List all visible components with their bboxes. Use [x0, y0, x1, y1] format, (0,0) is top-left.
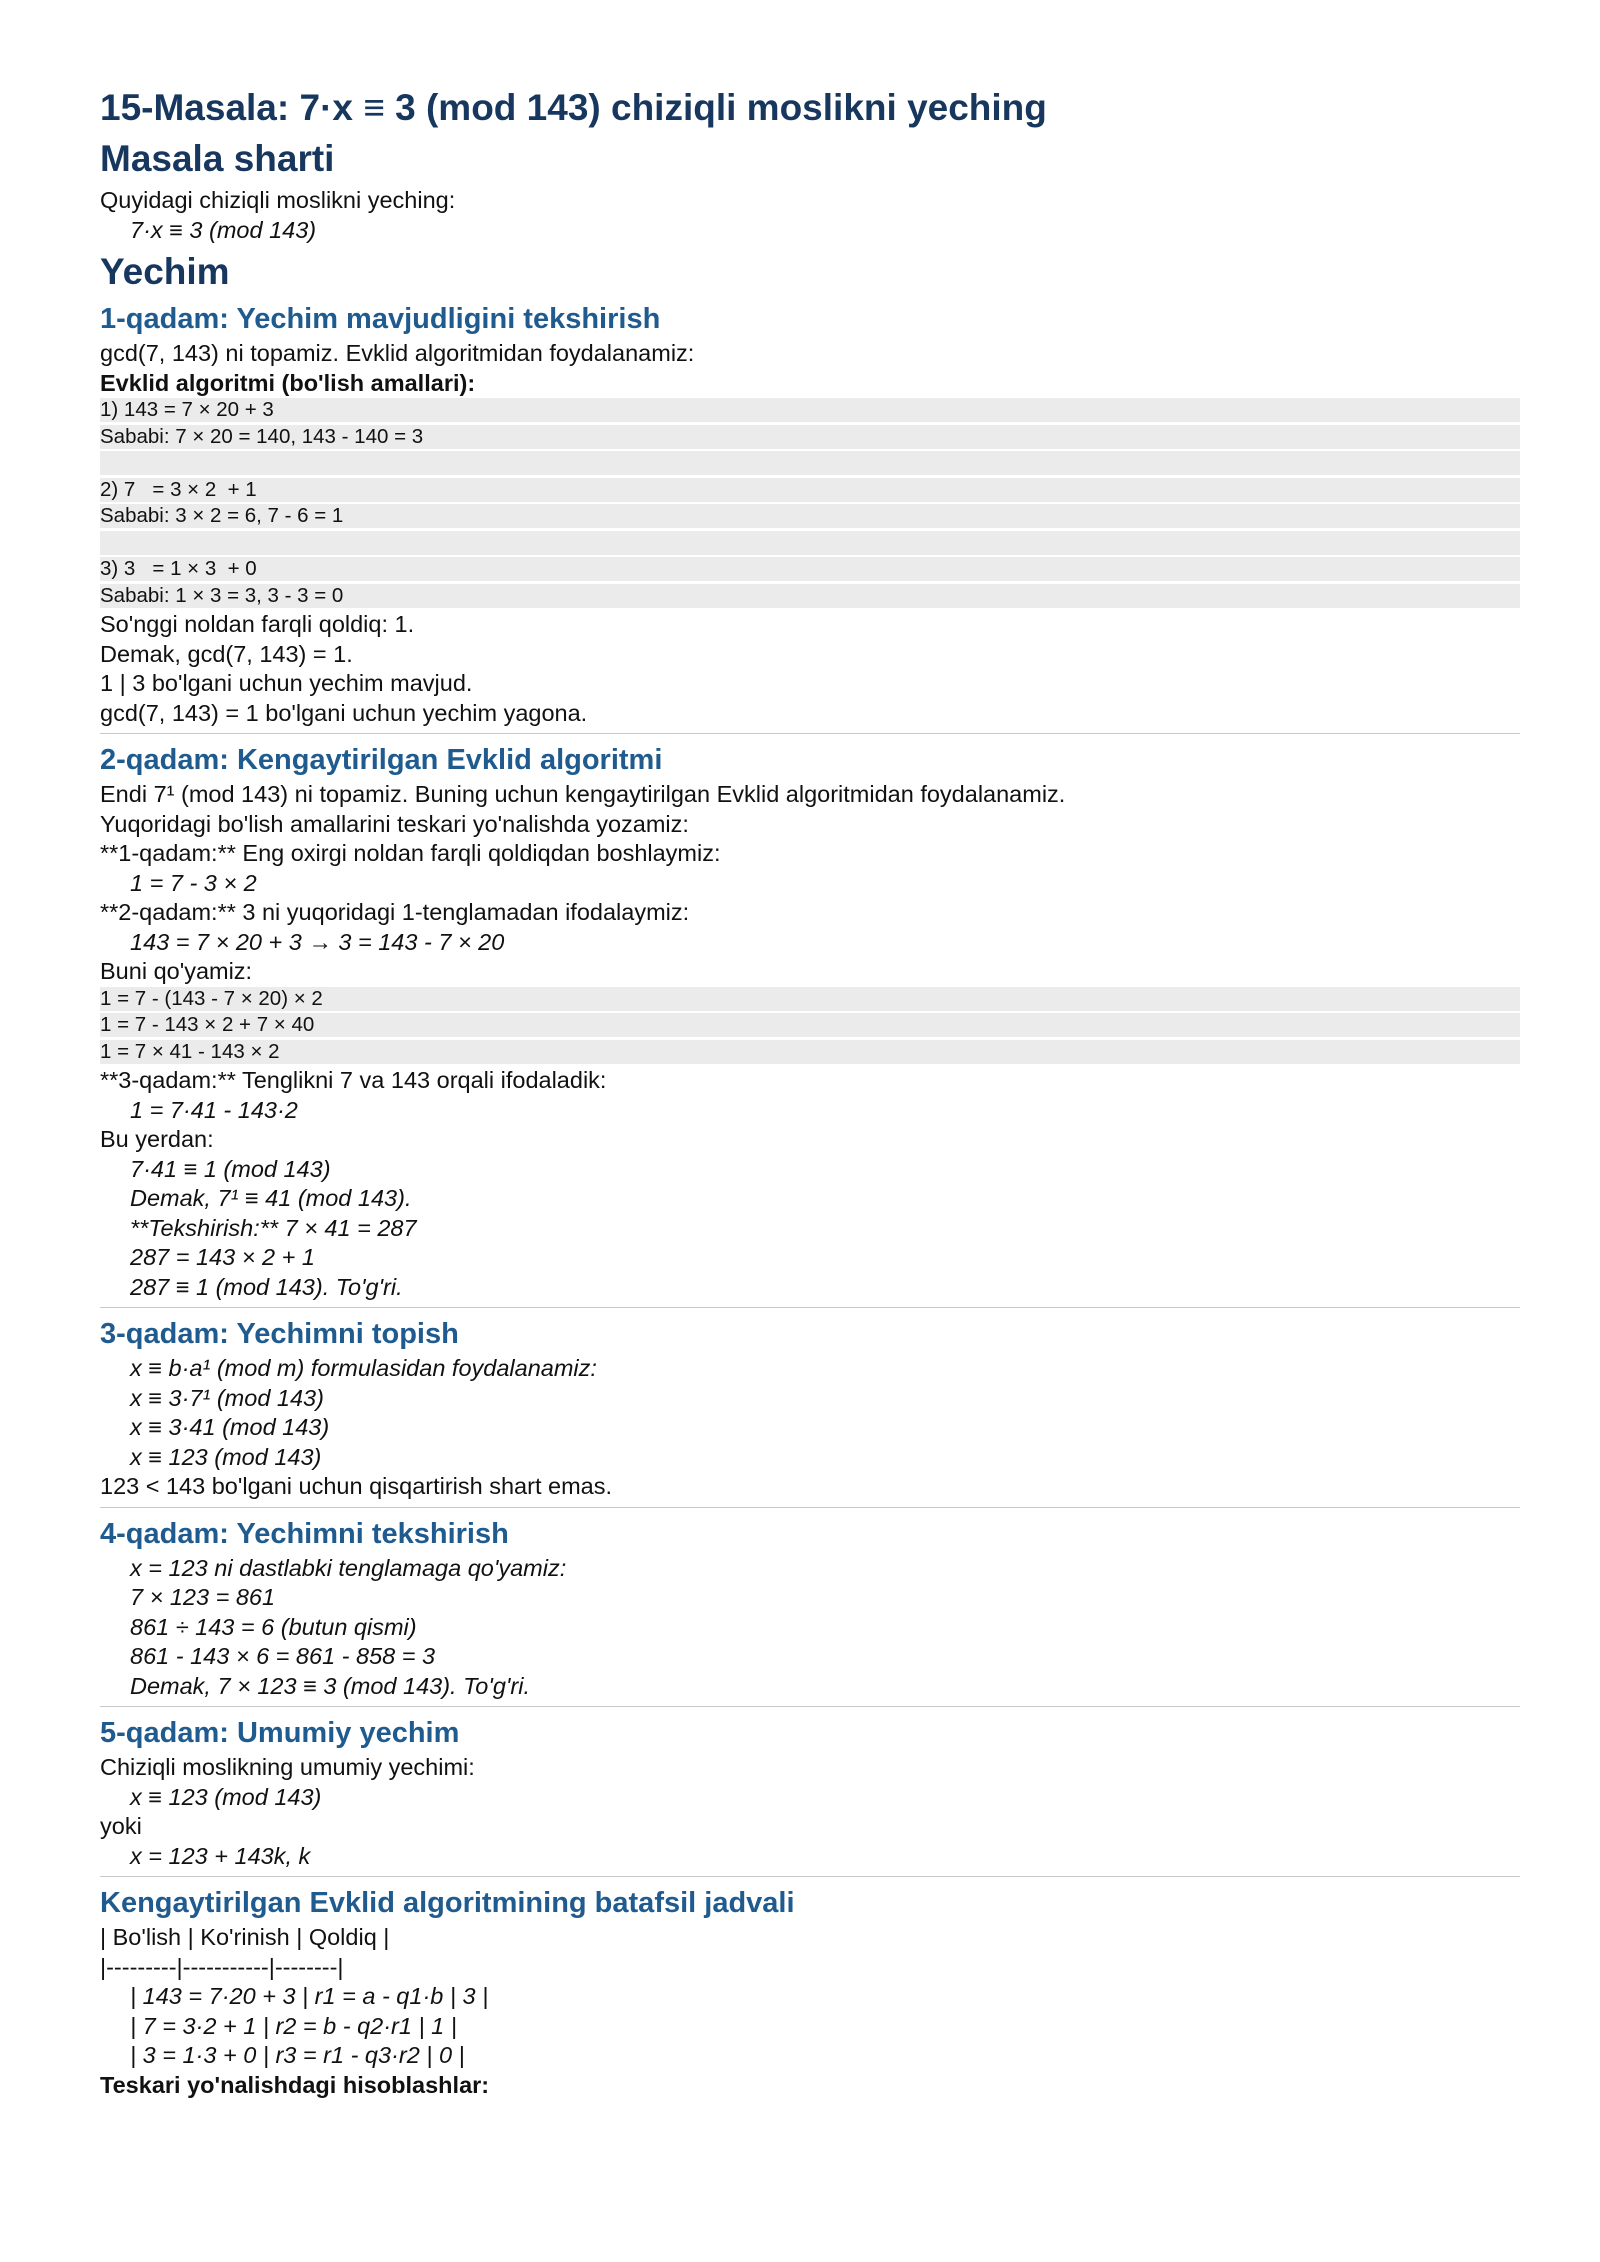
step5-yoki: yoki [100, 1813, 142, 1839]
step4-line: 861 ÷ 143 = 6 (butun qismi) [130, 1613, 417, 1640]
step4-heading: 4-qadam: Yechimni tekshirish [100, 1517, 509, 1550]
step2-sub1: **1-qadam:** Eng oxirgi noldan farqli qoldiqdan boshlaymiz: [100, 840, 721, 866]
code-line: 1 = 7 - 143 × 2 + 7 × 40 [100, 1013, 1520, 1037]
step4-line: x = 123 ni dastlabki tenglamaga qo'yamiz: [130, 1554, 567, 1581]
step2-section [100, 733, 1520, 1302]
step4-line: 861 - 143 × 6 = 861 - 858 = 3 [130, 1643, 436, 1669]
substitution-code-block [100, 987, 1520, 1064]
step2-result: 287 ≡ 1 (mod 143). To'g'ri. [130, 1273, 403, 1300]
step2-bu-yerdan: Bu yerdan: [100, 1126, 214, 1152]
step5-eq1: x ≡ 123 (mod 143) [130, 1783, 322, 1810]
step2-sub2-eq: 143 = 7 × 20 + 3 → 3 = 143 - 7 × 20 [130, 928, 505, 955]
step4-line: Demak, 7 × 123 ≡ 3 (mod 143). To'g'ri. [130, 1672, 530, 1699]
step1-section [100, 299, 1520, 728]
step4-section [100, 1507, 1520, 1702]
condition-intro: Quyidagi chiziqli moslikni yeching: [100, 187, 456, 213]
step2-sub2-after: Buni qo'yamiz: [100, 958, 253, 984]
problem-title: 15-Masala: 7·x ≡ 3 (mod 143) chiziqli moslikni yeching [100, 87, 1047, 128]
table-row: | 3 = 1·3 + 0 | r3 = r1 - q3·r2 | 0 | [130, 2042, 465, 2068]
condition-heading: Masala sharti [100, 138, 335, 179]
code-line: 1 = 7 × 41 - 143 × 2 [100, 1040, 1520, 1064]
condition-equation: 7·x ≡ 3 (mod 143) [130, 216, 317, 243]
step2-heading: 2-qadam: Kengaytirilgan Evklid algoritmi [100, 744, 663, 776]
code-line [100, 531, 1520, 555]
step3-line: x ≡ 3·41 (mod 143) [130, 1414, 330, 1440]
step3-section [100, 1307, 1520, 1502]
table-row: | 143 = 7·20 + 3 | r1 = a - q1·b | 3 | [130, 1983, 489, 2009]
table-section [100, 1876, 1520, 2100]
step5-eq2: x = 123 + 143k, k [130, 1842, 311, 1869]
step3-line: x ≡ 3·7¹ (mod 143) [130, 1384, 324, 1411]
step3-line: x ≡ 123 (mod 143) [130, 1443, 322, 1470]
code-line: Sababi: 7 × 20 = 140, 143 - 140 = 3 [100, 425, 1520, 449]
step2-sub2: **2-qadam:** 3 ni yuqoridagi 1-tenglamadan ifodalaymiz: [100, 899, 690, 925]
step2-text: Yuqoridagi bo'lish amallarini teskari yo'nalishda yozamiz: [100, 810, 689, 837]
step2-result: Demak, 7¹ ≡ 41 (mod 143). [130, 1185, 412, 1211]
step1-text: So'nggi noldan farqli qoldiq: 1. [100, 611, 415, 637]
step2-sub3-eq: 1 = 7·41 - 143·2 [130, 1096, 298, 1123]
table-separator: |---------|-----------|--------| [100, 1953, 344, 1980]
step1-heading: 1-qadam: Yechim mavjudligini tekshirish [100, 303, 661, 335]
step5-section [100, 1706, 1520, 1871]
step4-line: 7 × 123 = 861 [130, 1584, 276, 1610]
step2-sub1-eq: 1 = 7 - 3 × 2 [130, 869, 257, 896]
step5-heading: 5-qadam: Umumiy yechim [100, 1717, 460, 1749]
step1-text: 1 | 3 bo'lgani uchun yechim mavjud. [100, 670, 473, 696]
step2-result: 7·41 ≡ 1 (mod 143) [130, 1155, 331, 1182]
euclid-code-block [100, 398, 1520, 608]
code-line: 1 = 7 - (143 - 7 × 20) × 2 [100, 987, 1520, 1011]
solution-heading: Yechim [100, 251, 230, 292]
document-page [100, 84, 1520, 2100]
step3-line: x ≡ b·a¹ (mod m) formulasidan foydalanamiz: [130, 1355, 597, 1381]
step2-result: 287 = 143 × 2 + 1 [130, 1244, 315, 1270]
step2-text: Endi 7¹ (mod 143) ni topamiz. Buning uchun kengaytirilgan Evklid algoritmidan foydalanamiz. [100, 781, 1066, 807]
step5-line: Chiziqli moslikning umumiy yechimi: [100, 1754, 475, 1780]
code-line: 1) 143 = 7 × 20 + 3 [100, 398, 1520, 422]
step3-heading: 3-qadam: Yechimni topish [100, 1318, 459, 1350]
code-line [100, 451, 1520, 475]
step3-after: 123 < 143 bo'lgani uchun qisqartirish shart emas. [100, 1473, 613, 1499]
table-row: | 7 = 3·2 + 1 | r2 = b - q2·r1 | 1 | [130, 2012, 457, 2039]
step1-line: gcd(7, 143) ni topamiz. Evklid algoritmidan foydalanamiz: [100, 340, 695, 366]
table-footer: Teskari yo'nalishdagi hisoblashlar: [100, 2071, 490, 2098]
step1-bold-label: Evklid algoritmi (bo'lish amallari): [100, 369, 476, 396]
table-heading: Kengaytirilgan Evklid algoritmining batafsil jadvali [100, 1887, 795, 1919]
step2-result: **Tekshirish:** 7 × 41 = 287 [130, 1214, 417, 1241]
code-line: 3) 3 = 1 × 3 + 0 [100, 557, 1520, 581]
code-line: Sababi: 1 × 3 = 3, 3 - 3 = 0 [100, 584, 1520, 608]
table-header: | Bo'lish | Ko'rinish | Qoldiq | [100, 1924, 390, 1950]
code-line: 2) 7 = 3 × 2 + 1 [100, 478, 1520, 502]
step2-sub3: **3-qadam:** Tenglikni 7 va 143 orqali ifodaladik: [100, 1067, 607, 1093]
code-line: Sababi: 3 × 2 = 6, 7 - 6 = 1 [100, 504, 1520, 528]
step1-text: gcd(7, 143) = 1 bo'lgani uchun yechim yagona. [100, 699, 588, 726]
step1-text: Demak, gcd(7, 143) = 1. [100, 640, 353, 667]
